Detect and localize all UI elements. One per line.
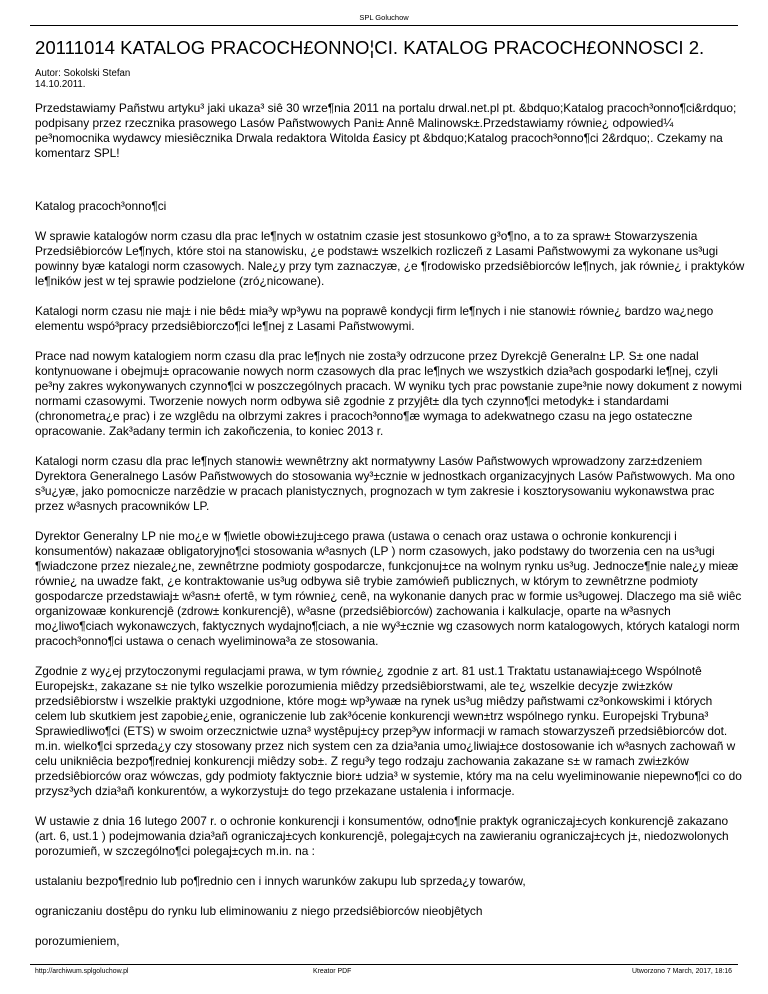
- paragraph-4: Katalogi norm czasu dla prac le¶nych stanowi± wewnêtrzny akt normatywny Lasów Pañstwowych wprowadzony zarz±dzeniem Dyrektora Generalnego Lasów Pañstwowych do stosowania wy³±cznie w jednostkach organizacyjnych Lasów Pañstwowych. Ma ono s³u¿yæ, jako pomocnicze narzêdzie w pracach planistycznych, prognozach w tym zakresie i kosztorysowaniu wykonawstwa prac przez w³asnych pracowników LP.: [35, 454, 735, 513]
- footer-url: http://archiwum.splgoluchow.pl: [35, 968, 129, 975]
- article-body: [35, 101, 745, 964]
- paragraph-5: Dyrektor Generalny LP nie mo¿e w ¶wietle obowi±zuj±cego prawa (ustawa o cenach oraz ustawa o ochronie konkurencji i konsumentów) nakazaæ obligatoryjno¶ci stosowania w³asnych (LP ) norm czasowych, jako podstawy do tworzenia cen na us³ugi ¶wiadczone przez niezale¿ne, zewnêtrzne podmioty gospodarcze, funkcjonuj±ce na wolnym rynku us³ug. Jednocze¶nie nale¿y mieæ równie¿ na uwadze fakt, ¿e kontraktowanie us³ug odbywa siê trybie zamówieñ publicznych, w którym to zewnêtrzne podmioty gospodarcze przedstawiaj± w³asn± ofertê, w tym równie¿ cenê, na wykonanie danych prac w formie us³ugowej. Dlaczego ma siê wiêc organizowaæ konkurencjê (zdrow± konkurencjê), w³asne (przedsiêbiorców) zachowania i kalkulacje, oparte na w³asnych mo¿liwo¶ciach wykonawczych, faktycznych wydajno¶ciach, a nie wy³±cznie wg czasowych norm katalogowych, których katalogi norm pracoch³onno¶ci ustawa o cenach wyeliminowa³a ze stosowania.: [35, 529, 742, 648]
- publish-date: 14.10.2011.: [35, 79, 86, 90]
- author-line: Autor: Sokolski Stefan: [35, 68, 131, 79]
- footer-created-date: Utworzono 7 March, 2017, 18:16: [632, 968, 732, 975]
- header-divider: [30, 25, 738, 26]
- paragraph-1: W sprawie katalogów norm czasu dla prac le¶nych w ostatnim czasie jest stosunkowo g³o¶no, a to za spraw± Stowarzyszenia Przedsiêbiorców Le¶nych, które stoi na stanowisku, ¿e podstaw± wszelkich rozliczeñ z Lasami Pañstwowymi za wykonane us³ugi powinny byæ katalogi norm czasowych. Nale¿y przy tym zaznaczyæ, ¿e ¶rodowisko przedsiêbiorców le¶nych, jak równie¿ i praktyków le¶ników jest w tej sprawie podzielone (zró¿nicowane).: [35, 229, 745, 288]
- intro-paragraph: Przedstawiamy Pañstwu artyku³ jaki ukaza³ siê 30 wrze¶nia 2011 na portalu drwal.net.pl pt. &bdquo;Katalog pracoch³onno¶ci&rdquo; podpisany przez rzecznika prasowego Lasów Pañstwowych Pani± Annê Malinowsk±.Przedstawiamy równie¿ odpowied¼ pe³nomocnika wydawcy miesiêcznika Drwala redaktora Witolda £asicy pt &bdquo;Katalog pracoch³onno¶ci 2&rdquo;. Czekamy na komentarz SPL!: [35, 101, 737, 160]
- paragraph-8: ustalaniu bezpo¶rednio lub po¶rednio cen i innych warunków zakupu lub sprzeda¿y towarów,: [35, 874, 526, 888]
- footer-creator: Kreator PDF: [313, 968, 352, 975]
- site-header: SPL Goluchow: [359, 13, 409, 22]
- paragraph-3: Prace nad nowym katalogiem norm czasu dla prac le¶nych nie zosta³y odrzucone przez Dyrekcjê Generaln± LP. S± one nadal kontynuowane i obejmuj± opracowanie nowych norm czasowych dla prac le¶nych we wszystkich dzia³ach gospodarki le¶nej, czyli pe³ny zakres wykonywanych czynno¶ci w poszczególnych pracach. W wyniku tych prac powstanie zupe³nie nowy dokument z nowymi normami czasowymi. Tworzenie nowych norm odbywa siê zgodnie z przyjêt± dla tych czynno¶ci metodyk± i standardami (chronometra¿e prac) i ze wzglêdu na olbrzymi zakres i pracoch³onno¶æ wymaga to adekwatnego czasu na jego ostateczne opracowanie. Zak³adany termin ich zakoñczenia, to koniec 2013 r.: [35, 349, 742, 438]
- footer-divider: [30, 964, 738, 965]
- paragraph-9: ograniczaniu dostêpu do rynku lub eliminowaniu z niego przedsiêbiorców nieobjêtych: [35, 904, 483, 918]
- document-meta: [35, 68, 130, 90]
- paragraph-7: W ustawie z dnia 16 lutego 2007 r. o ochronie konkurencji i konsumentów, odno¶nie praktyk ograniczaj±cych konkurencjê zakazano (art. 6, ust.1 ) podejmowania dzia³añ ograniczaj±cych konkurencjê, polegaj±cych na zawieraniu ograniczaj±cych j±, niedozwolonych porozumieñ, w szczególno¶ci polegaj±cych m.in. na :: [35, 814, 729, 858]
- paragraph-10: porozumieniem,: [35, 934, 120, 948]
- paragraph-6: Zgodnie z wy¿ej przytoczonymi regulacjami prawa, w tym równie¿ zgodnie z art. 81 ust.1 Traktatu ustanawiaj±cego Wspólnotê Europejsk±, zakazane s± nie tylko wszelkie porozumienia miêdzy przedsiêbiorstwami, ale te¿ wszelkie decyzje zwi±zków przedsiêbiorstw i wszelkie praktyki uzgodnione, które mog± wp³ywaæ na rynek us³ug miêdzy pañstwami cz³onkowskimi i których celem lub skutkiem jest zapobie¿enie, ograniczenie lub zak³ócenie konkurencji wewn±trz wspólnego rynku. Europejski Trybuna³ Sprawiedliwo¶ci (ETS) w swoim orzecznictwie uzna³ wystêpuj±cy przep³yw informacji w ramach stowarzyszeñ przedsiêbiorców dot. m.in. wielko¶ci sprzeda¿y czy stosowany przez nich system cen za dzia³ania umo¿liwiaj±ce dostosowanie ich w³asnych zachowañ w celu unikniêcia bezpo¶redniej konkurencji miêdzy sob±. Z regu³y tego rodzaju zachowania zakazane s± w ramach zwi±zków przedsiêbiorców oraz wówczas, gdy podmioty faktycznie bior± udzia³ w systemie, który ma na celu wyeliminowanie niepewno¶ci co do przysz³ych dzia³añ konkurentów, a wykorzystuj± do tego przekazane ustalenia i informacje.: [35, 664, 742, 798]
- page-footer: [35, 967, 735, 977]
- document-title: 20111014 KATALOG PRACOCH£ONNO¦CI. KATALOG PRACOCH£ONNOSCI 2.: [35, 37, 705, 58]
- section-heading: Katalog pracoch³onno¶ci: [35, 199, 167, 213]
- paragraph-2: Katalogi norm czasu nie maj± i nie bêd± mia³y wp³ywu na poprawê kondycji firm le¶nych i nie stanowi± równie¿ bardzo wa¿nego elementu wspó³pracy przedsiêbiorczo¶ci le¶nej z Lasami Pañstwowymi.: [35, 304, 714, 333]
